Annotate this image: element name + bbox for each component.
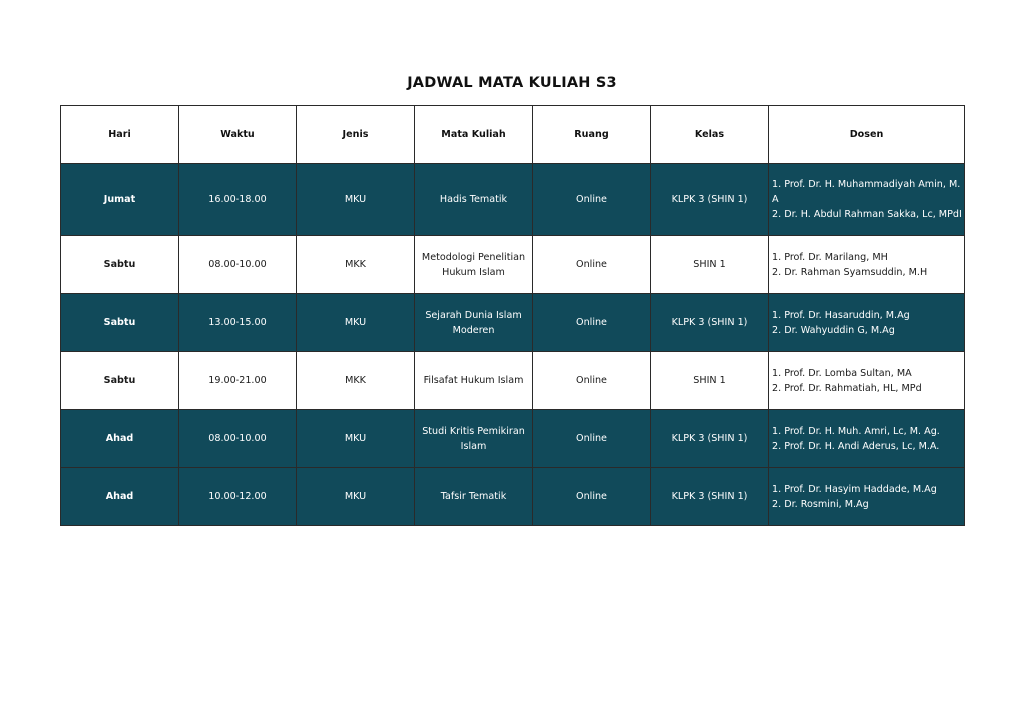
cell-dosen: [769, 236, 965, 294]
dosen-line: 1. Prof. Dr. Lomba Sultan, MA: [772, 367, 912, 379]
cell-ruang: Online: [533, 236, 651, 294]
cell-kelas: KLPK 3 (SHIN 1): [651, 164, 769, 236]
schedule-table: [60, 105, 965, 526]
header-waktu: Waktu: [179, 106, 297, 164]
table-header-row: [61, 106, 965, 164]
cell-kelas: SHIN 1: [651, 352, 769, 410]
cell-hari: Ahad: [61, 410, 179, 468]
cell-waktu: 08.00-10.00: [179, 410, 297, 468]
header-dosen: Dosen: [769, 106, 965, 164]
cell-dosen: [769, 164, 965, 236]
cell-dosen: [769, 294, 965, 352]
header-hari: Hari: [61, 106, 179, 164]
header-ruang: Ruang: [533, 106, 651, 164]
dosen-line: 1. Prof. Dr. H. Muhammadiyah Amin, M. A: [772, 179, 961, 205]
dosen-line: 2. Dr. H. Abdul Rahman Sakka, Lc, MPdI: [772, 209, 962, 220]
cell-mata-kuliah: Sejarah Dunia Islam Moderen: [415, 294, 533, 352]
table-row: [61, 468, 965, 526]
table-row: [61, 294, 965, 352]
cell-jenis: MKU: [297, 294, 415, 352]
cell-jenis: MKU: [297, 410, 415, 468]
header-kelas: Kelas: [651, 106, 769, 164]
dosen-line: 2. Dr. Rahman Syamsuddin, M.H: [772, 266, 928, 278]
cell-kelas: KLPK 3 (SHIN 1): [651, 410, 769, 468]
cell-mata-kuliah: Filsafat Hukum Islam: [415, 352, 533, 410]
table-row: [61, 410, 965, 468]
cell-kelas: SHIN 1: [651, 236, 769, 294]
dosen-line: 1. Prof. Dr. Hasyim Haddade, M.Ag: [772, 483, 937, 495]
dosen-line: 2. Prof. Dr. H. Andi Aderus, Lc, M.A.: [772, 440, 940, 452]
cell-hari: Jumat: [61, 164, 179, 236]
dosen-line: 2. Prof. Dr. Rahmatiah, HL, MPd: [772, 382, 922, 394]
cell-ruang: Online: [533, 164, 651, 236]
cell-kelas: KLPK 3 (SHIN 1): [651, 468, 769, 526]
dosen-line: 2. Dr. Wahyuddin G, M.Ag: [772, 324, 895, 336]
table-row: [61, 236, 965, 294]
cell-jenis: MKK: [297, 236, 415, 294]
cell-ruang: Online: [533, 468, 651, 526]
dosen-line: 1. Prof. Dr. Marilang, MH: [772, 251, 888, 263]
cell-dosen: [769, 410, 965, 468]
cell-ruang: Online: [533, 352, 651, 410]
cell-waktu: 08.00-10.00: [179, 236, 297, 294]
cell-mata-kuliah: Hadis Tematik: [415, 164, 533, 236]
dosen-line: 2. Dr. Rosmini, M.Ag: [772, 498, 869, 510]
dosen-line: 1. Prof. Dr. H. Muh. Amri, Lc, M. Ag.: [772, 425, 940, 437]
header-mata-kuliah: Mata Kuliah: [415, 106, 533, 164]
cell-jenis: MKU: [297, 164, 415, 236]
cell-waktu: 16.00-18.00: [179, 164, 297, 236]
dosen-line: 1. Prof. Dr. Hasaruddin, M.Ag: [772, 309, 910, 321]
cell-hari: Ahad: [61, 468, 179, 526]
page-title: JADWAL MATA KULIAH S3: [407, 75, 617, 91]
cell-jenis: MKU: [297, 468, 415, 526]
cell-kelas: KLPK 3 (SHIN 1): [651, 294, 769, 352]
table-row: [61, 164, 965, 236]
cell-mata-kuliah: Tafsir Tematik: [415, 468, 533, 526]
header-jenis: Jenis: [297, 106, 415, 164]
cell-ruang: Online: [533, 410, 651, 468]
cell-dosen: [769, 468, 965, 526]
cell-waktu: 13.00-15.00: [179, 294, 297, 352]
cell-dosen: [769, 352, 965, 410]
cell-mata-kuliah: Studi Kritis Pemikiran Islam: [415, 410, 533, 468]
cell-waktu: 19.00-21.00: [179, 352, 297, 410]
cell-hari: Sabtu: [61, 236, 179, 294]
cell-mata-kuliah: Metodologi Penelitian Hukum Islam: [415, 236, 533, 294]
table-row: [61, 352, 965, 410]
cell-hari: Sabtu: [61, 352, 179, 410]
cell-waktu: 10.00-12.00: [179, 468, 297, 526]
cell-hari: Sabtu: [61, 294, 179, 352]
cell-jenis: MKK: [297, 352, 415, 410]
cell-ruang: Online: [533, 294, 651, 352]
